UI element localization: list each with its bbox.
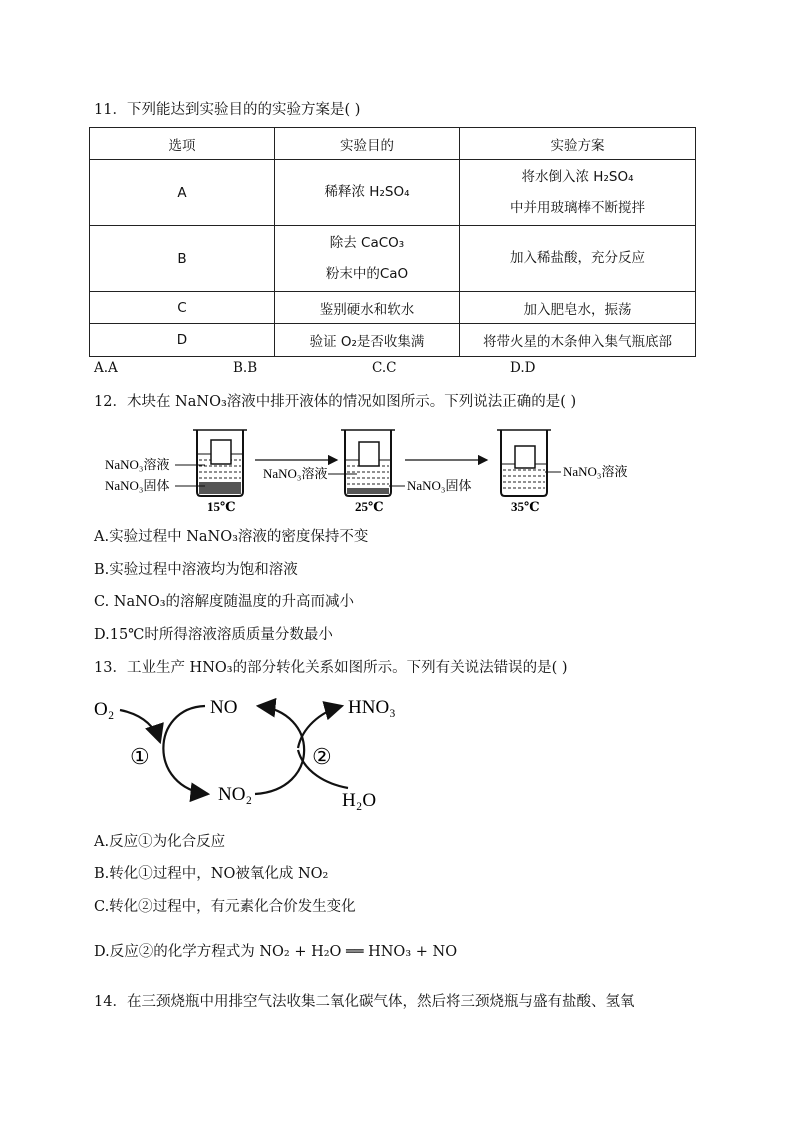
plan-line: 加入稀盐酸，充分反应 [510,250,645,266]
temp-25c-label: 25℃ [355,499,384,514]
answer-d: D.D [510,360,536,376]
q12-option-c: C. NaNO₃的溶解度随温度的升高而减小 [94,594,355,610]
header-option: 选项 [90,128,275,160]
h2o-label: H₂O [342,790,377,811]
goal-line: 除去 CaCO₃ [329,234,405,251]
q11-table [89,127,696,357]
q11-stem: 11．下列能达到实验目的的实验方案是( ) [94,102,361,118]
plan-line: 中并用玻璃棒不断搅拌 [510,199,645,216]
row-option: B [90,226,275,292]
beaker-35c [497,430,551,514]
q13-option-d: D.反应②的化学方程式为 NO₂ + H₂O ══ HNO₃ + NO [94,944,458,960]
solution-label-1: NaNO₃溶液 [105,457,170,472]
table-row [90,324,696,357]
beaker-15c [193,430,247,514]
hno3-label: HNO₃ [348,697,396,718]
q13-option-a: A.反应①为化合反应 [94,834,226,850]
row-plan [460,226,696,292]
solution-label-2: NaNO₃溶液 [263,466,328,481]
no-label: NO [210,697,238,718]
solid-label-2: NaNO₃固体 [407,478,472,493]
q12-option-a: A.实验过程中 NaNO₃溶液的密度保持不变 [94,529,369,545]
row-plan [460,160,696,226]
beaker-25c [341,430,395,514]
plan-line: 将水倒入浓 H₂SO₄ [521,168,634,185]
row-goal [275,226,460,292]
q13-stem: 13．工业生产 HNO₃的部分转化关系如图所示。下列有关说法错误的是( ) [94,660,568,676]
q14-stem: 14．在三颈烧瓶中用排空气法收集二氧化碳气体，然后将三颈烧瓶与盛有盐酸、氢氧 [94,994,635,1010]
q12-option-d: D.15℃时所得溶液溶质质量分数最小 [94,627,333,643]
solid-label-1: NaNO₃固体 [105,478,170,493]
goal-line: 粉末中的CaO [325,265,409,282]
beaker-figure [105,420,665,515]
q13-option-c: C.转化②过程中，有元素化合价发生变化 [94,899,356,915]
row-goal: 验证 O₂是否收集满 [275,324,460,357]
table-row [90,292,696,324]
temp-35c-label: 35℃ [511,499,540,514]
row-option: A [90,160,275,226]
header-goal: 实验目的 [275,128,460,160]
table-row [90,226,696,292]
answer-c: C.C [372,360,397,376]
solution-label-3: NaNO₃溶液 [563,464,628,479]
table-row [90,160,696,226]
hno3-cycle-figure [90,688,420,818]
q13-option-b: B.转化①过程中，NO被氧化成 NO₂ [94,866,329,882]
row-option: C [90,292,275,324]
q12-option-b: B.实验过程中溶液均为饱和溶液 [94,562,298,578]
q12-stem: 12．木块在 NaNO₃溶液中排开液体的情况如图所示。下列说法正确的是( ) [94,394,577,410]
temp-15c-label: 15℃ [207,499,236,514]
o2-label: O₂ [94,699,115,720]
answer-a: A.A [94,360,118,376]
goal-line: 稀释浓 H₂SO₄ [324,184,410,200]
no2-label: NO₂ [218,784,253,805]
row-plan: 将带火星的木条伸入集气瓶底部 [460,324,696,357]
reaction-2-label: ② [312,744,332,769]
answer-b: B.B [233,360,258,376]
row-plan: 加入肥皂水，振荡 [460,292,696,324]
table-header-row [90,128,696,160]
row-goal [275,160,460,226]
row-option: D [90,324,275,357]
row-goal: 鉴别硬水和软水 [275,292,460,324]
reaction-1-label: ① [130,744,150,769]
header-plan: 实验方案 [460,128,696,160]
